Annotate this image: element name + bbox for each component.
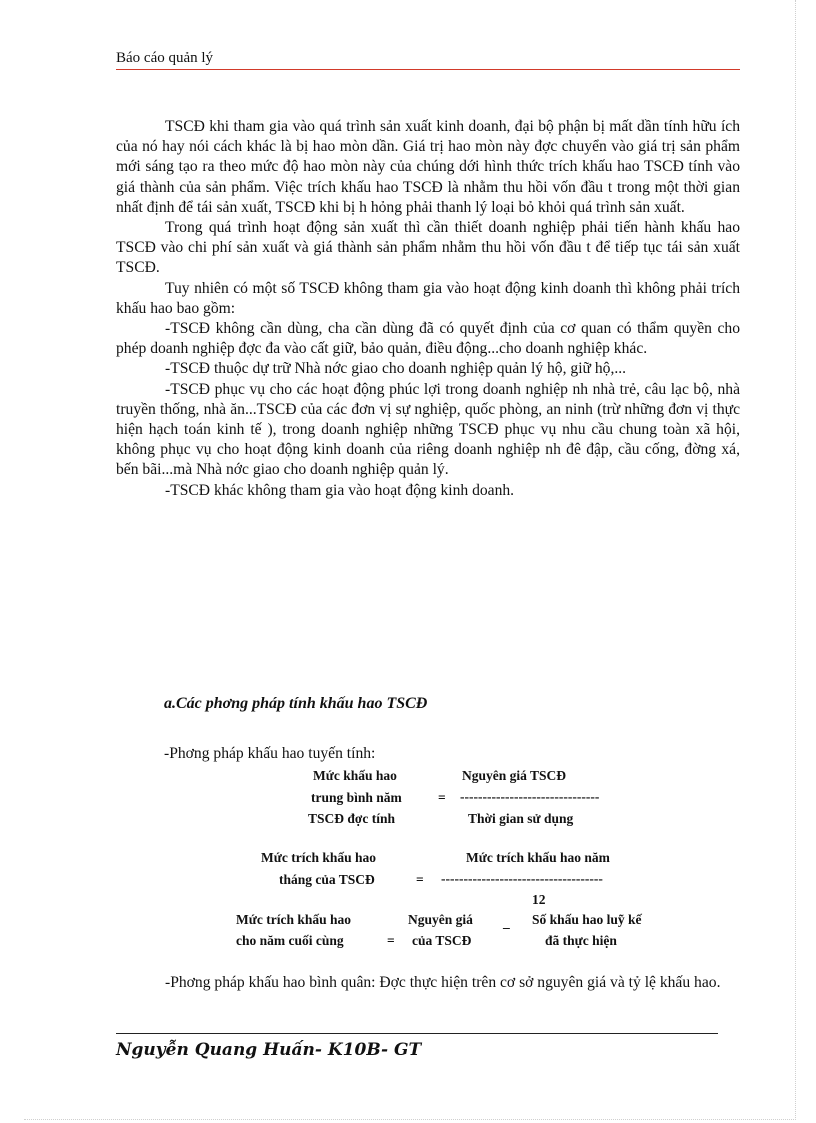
paragraph-1: TSCĐ khi tham gia vào quá trình sản xuất kinh doanh, đại bộ phận bị mất dần tính hữu ích của nó hay nói cách khác là bị hao mòn dần. Giá trị hao mòn này đợc chuyển vào giá trị sản phẩm mới sáng tạo ra theo mức độ hao mòn này của chúng dới hình thức trích khấu hao TSCĐ tính vào giá thành của sản phẩm. Việc trích khấu hao TSCĐ là nhằm thu hồi vốn đầu t trong một thời gian nhất định để tái sản xuất, TSCĐ khi bị h hỏng phải thanh lý loại bỏ khỏi quá trình sản xuất. [116,118,740,216]
paragraph-method2: -Phơng pháp khấu hao bình quân: Đợc thực hiện trên cơ sở nguyên giá và tỷ lệ khấu hao. [165,974,721,991]
paragraph-4: -TSCĐ không cần dùng, cha cần dùng đã có quyết định của cơ quan có thẩm quyền cho phép doanh nghiệp đợc đa vào cất giữ, bảo quản, điều động...cho doanh nghiệp khác. [116,320,740,358]
f3-equals: = [387,933,395,948]
f1-fraction-bar: ------------------------------- [460,789,600,804]
f3-mid-line1: Nguyên giá [408,912,473,927]
footer-rule [116,1033,718,1034]
header-title: Báo cáo quản lý [116,50,214,66]
f3-mid-line2: của TSCĐ [412,933,472,948]
f3-left-line2: cho năm cuối cùng [236,933,344,948]
f2-numerator: Mức trích khấu hao năm [466,850,610,865]
f1-denominator: Thời gian sử dụng [468,811,574,826]
section-heading: a.Các phơng pháp tính khấu hao TSCĐ [164,695,428,712]
paragraph-2: Trong quá trình hoạt động sản xuất thì cần thiết doanh nghiệp phải tiến hành khấu hao TSCĐ vào chi phí sản xuất và giá thành sản phẩm nhằm thu hồi vốn đầu t để tiếp tục tái sản xuất TSCĐ. [116,219,740,277]
f3-minus: _ [503,915,510,930]
class-code: - K10B- GT [314,1040,422,1060]
f1-left-line2: trung bình năm [311,790,402,805]
f2-left-line2: tháng của TSCĐ [279,872,375,887]
f2-denominator: 12 [532,892,546,907]
f1-equals: = [438,790,446,805]
f2-equals: = [416,872,424,887]
method-linear: -Phơng pháp khấu hao tuyến tính: [164,745,376,762]
f1-left-line3: TSCĐ đợc tính [308,811,395,826]
f3-right-line2: đã thực hiện [545,933,617,948]
f1-left-line1: Mức khấu hao [313,768,397,783]
f2-left-line1: Mức trích khấu hao [261,850,376,865]
f3-right-line1: Số khấu hao luỹ kế [532,912,642,927]
page-border-right [795,0,796,1120]
f2-fraction-bar: ------------------------------------ [441,871,603,886]
paragraph-5: -TSCĐ thuộc dự trữ Nhà nớc giao cho doanh nghiệp quản lý hộ, giữ hộ,... [165,360,627,378]
page-border-bottom [24,1119,794,1120]
paragraph-7: -TSCĐ khác không tham gia vào hoạt động kinh doanh. [165,481,515,499]
author-name: Nguyễn Quang Huấn [116,1040,315,1060]
page-header [116,50,740,70]
body-text [116,117,740,501]
f3-left-line1: Mức trích khấu hao [236,912,351,927]
paragraph-6: -TSCĐ phục vụ cho các hoạt động phúc lợi trong doanh nghiệp nh nhà trẻ, câu lạc bộ, nhà truyền thống, nhà ăn...TSCĐ của các đơn vị sự nghiệp, quốc phòng, an ninh (trừ những đơn vị thực hiện hạch toán kinh tế ), trong doanh nghiệp những TSCĐ phục vụ nhu cầu chung toàn xã hội, không phục vụ cho hoạt động kinh doanh của riêng doanh nghiệp nh đê đập, cầu cống, đờng xá, bến bãi...mà Nhà nớc giao cho doanh nghiệp quản lý. [116,380,740,479]
f1-numerator: Nguyên giá TSCĐ [462,768,567,783]
body-text-2 [116,973,740,993]
footer-author [116,1040,421,1060]
paragraph-3: Tuy nhiên có một số TSCĐ không tham gia vào hoạt động kinh doanh thì không phải trích khấu hao bao gồm: [116,279,740,317]
